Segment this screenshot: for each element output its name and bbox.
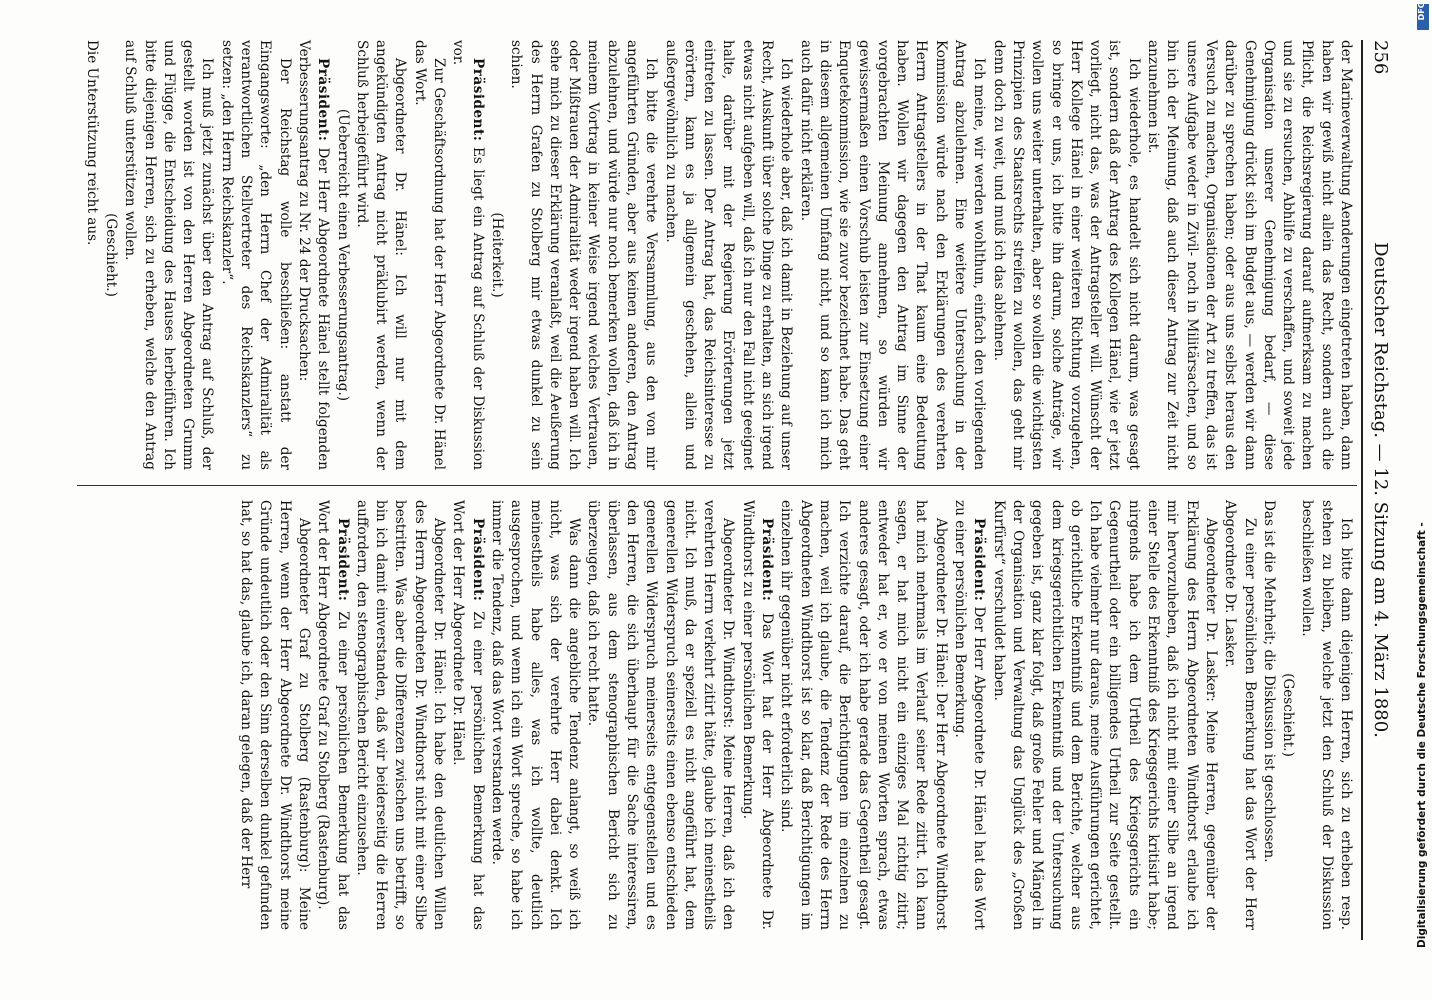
speaker-label: Präsident: (971, 518, 988, 602)
paragraph-text: Abgeordneter Dr. Hänel: Ich habe den deutlichen Willen des Herrn Abgeordneten Dr. Windthorst nicht mit einer Silbe bestritten. Was aber die Differenzen zwischen uns betrifft, so bin ich damit einverstanden, daß wir beiderseitig die Herren auffordern, den stenographischen Bericht einzusehen. (353, 500, 448, 930)
paragraph (448, 40, 487, 470)
paragraph (583, 500, 737, 930)
header-rule (1361, 40, 1363, 940)
paragraph (352, 40, 410, 470)
paragraph (332, 40, 351, 470)
speaker-label: Präsident: (759, 518, 776, 602)
page-title: Deutscher Reichstag. — 12. Sitzung am 4. März 1880. (1370, 242, 1391, 738)
paragraph-text: Ich wiederhole, es handelt sich nicht darum, was gesagt ist, sondern daß der Antrag des Kollegen Hänel, wie er jetzt vorliegt, nicht das, was der Antragsteller will. Wünscht der Herr Kollege Hänel in einer weiteren Richtung vorzugehen, so bringe er uns, ich bitte ihn darum, solche Anträge, wir wollen uns weiter unterhalten, aber so wollen die wichtigsten Prinzipien des Staatsrechts streifen zu wollen, das geht mir denn doch zu weit, und muß ich das ablehnen. (990, 40, 1142, 470)
paragraph (120, 40, 216, 470)
speaker-label: Präsident: (334, 518, 351, 602)
speaker-label: Präsident: (469, 58, 486, 142)
paragraph-text: Zu einer persönlichen Bemerkung hat das Wort der Herr Abgeordnete Dr. Lasker. (1222, 500, 1258, 930)
running-head (1361, 40, 1395, 940)
paragraph (988, 40, 1142, 470)
paragraph (294, 40, 333, 470)
dfg-logo (1417, 1, 1429, 30)
paragraph-text: Ich bitte dann diejenigen Herren, sich zu erheben resp. stehen zu bleiben, welche jetzt den Schluß der Diskussion beschließen wollen. (1299, 500, 1354, 930)
paragraph-text: Ich meine, wir werden wohlthun, einfach den vorliegenden Antrag abzulehnen. Eine weitere Untersuchung in der Kommission würde nach den Erklärungen des verehrten Herrn Antragstellers in der That kaum eine Bedeutung haben. Wollen wir dagegen den Antrag im Sinne der vorgebrachten Meinung annehmen, so würden wir gewissermaßen einen Vorschub leisten zur Einsetzung einer Enquetekommission, wie sie zuvor bezeichnet habe. Das geht in diesem allgemeinen Umfang nicht, und so kann ich mich auch dafür nicht erklären. (797, 40, 988, 470)
paragraph (448, 500, 487, 930)
paragraph (506, 40, 660, 470)
paragraph-text: Abgeordneter Dr. Lasker: Meine Herren, gegenüber der Erklärung des Herrn Abgeordneten Windthorst erlaube ich mir hervorzuheben, daß ich nicht mit einer Silbe an irgend einer Stelle des Erkenntniß des Kriegsgerichts kritisirt habe; nirgends habe ich dem Urtheil des Kriegsgerichts ein Gegenurtheil oder ein billigendes Urtheil zur Seite gestellt. Ich habe vielmehr nur daraus, meine Ausführungen gerichtet, ob gerichtliche Erkenntniß und dem Berichte, welcher aus dem kriegsgerichtlichen Erkenntniß und der Untersuchung gegeben ist, ganz klar folgt, daß große Fehler und Mängel in der Organisation und Verwaltung das Unglück des „Großen Kurfürst“ verschuldet haben. (990, 500, 1219, 930)
paragraph-text: Abgeordneter Graf zu Stolberg (Rastenburg): Meine Herren, wenn der Herr Abgeordnete Dr. Windthorst meine Gründe undeutlich oder den Sinn derselben dunkel gefunden hat, so hat das, glaube ich, daran gelegen, daß der Herr (238, 500, 312, 930)
paragraph-text: (Geschieht.) (103, 213, 119, 297)
paragraph (101, 40, 120, 470)
paragraph-text: Abgeordneter Dr. Hänel: Ich will nur mit dem angekündigten Antrag nicht präklubirt werden, wenn der Schluß herbeigeführt wird. (353, 40, 409, 470)
speaker-label: Präsident: (469, 518, 486, 602)
paragraph (236, 500, 313, 930)
paragraph-text: der Marineverwaltung Aenderungen eingetreten haben, dann haben wir gewiß nicht allein das Recht, sondern auch die Pflicht, die Reichsregierung darauf aufmerksam zu machen und sie zu ersuchen, Abhilfe zu verschaffen, und soweit jede Organisation unserer Genehmigung bedarf, — diese Genehmigung drückt sich im Budget aus, — werden wir dann darüber zu sprechen haben; oder aus uns selbst heraus den Versuch zu machen, Organisationen der Art zu treffen, das ist unsere Aufgabe weder in Zivil- noch in Militärsachen, und so bin ich der Meinung, daß auch dieser Antrag zur Zeit nicht anzunehmen ist. (1145, 40, 1354, 470)
paragraph-text: (Heiterkeit.) (488, 212, 505, 298)
paragraph (988, 500, 1220, 930)
paragraph (487, 40, 506, 470)
paragraph-text: Zur Geschäftsordnung hat der Herr Abgeordnete Dr. Hänel das Wort. (411, 40, 448, 470)
paragraph (660, 40, 795, 470)
paragraph-text: Ich wiederhole aber, daß ich damit in Beziehung auf unser Recht, Auskunft über solche Dinge zu erhalten, an sich irgend etwas nicht aufgeben will, daß ich nur den Fall nicht geeignet halte, darüber mit der Regierung Erörterungen jetzt eintreten zu lassen. Der Antrag hat, das Reichsinteresse zu erörtern, kann es ja allgemein geschehen, allein und außergewöhnlich zu machen. (662, 40, 795, 470)
paragraph (1143, 40, 1355, 470)
paragraph-text: Das ist die Mehrheit; die Diskussion ist geschlossen. (1260, 500, 1277, 863)
left-column (81, 40, 1355, 470)
paragraph (409, 40, 448, 470)
paragraph-text: Der Herr Abgeordnete Dr. Hänel hat das Wort zu einer persönlichen Bemerkung. (952, 500, 988, 930)
paragraph (776, 500, 950, 930)
paragraph-text: Abgeordneter Dr. Hänel: Der Herr Abgeordnete Windthorst hat mich mehrmals im Verlauf seiner Rede zitirt. Ich kann sagen, er hat mich nicht ein einziges Mal richtig zitirt; entweder hat er, wo er von meinen Worten sprach, etwas anderes gesagt, oder ich habe gerade das Gegentheil gesagt. Ich verzichte darauf, die Berichtigungen im einzelnen zu machen, weil ich glaube, die Tendenz der Rede des Herrn Abgeordneten Windthorst ist so klar, daß Berichtigungen im einzelnen ihr gegenüber nicht erforderlich sind. (778, 500, 949, 930)
paragraph-text: (Ueberreicht einen Verbesserungsantrag.) (334, 108, 351, 402)
column-divider (77, 485, 1357, 486)
paragraph (950, 500, 989, 930)
speaker-label: Präsident: (315, 58, 332, 142)
paragraph (1278, 500, 1297, 930)
paragraph-text: Ich bitte die verehrte Versammlung, aus den von mir angeführten Gründen, aber aus keinen anderen, den Antrag abzulehnen, und würde nur noch bemerken wollen, daß ich in meinem Vortrag in keiner Weise irgend welches Vertrauen, oder Mißtrauen der Admiralität weder irgend haben will. Ich sehe mich zu dieser Erklärung veranlaßt, weil die Aeußerung des Herrn Grafen zu Stolberg mir etwas dunkel zu sein schien. (508, 40, 660, 470)
paragraph-text: Das Wort hat der Herr Abgeordnete Dr. Windthorst zu einer persönlichen Bemerkung. (739, 500, 776, 931)
paragraph (352, 500, 448, 930)
dfg-logo-text: DFG (1417, 1, 1426, 21)
paragraph-text: Der Herr Abgeordnete Hänel stellt folgenden Verbesserungsantrag zu Nr. 24 der Drucksachen: (295, 40, 332, 471)
paragraph (795, 40, 988, 470)
paragraph-text: Abgeordneter Dr. Windthorst: Meine Herren, daß ich den verehrten Herrn verkehrt zitirt hätte, glaube ich meinestheils nicht. Ich muß, da er speziell es nicht angeführt hat, dem generellen Widerspruch seinerseits einen ebenso entschieden generellen Widerspruch meinerseits entgegenstellen und es den Herren, die sich überhaupt für die Sache interessiren, überlassen, aus dem stenographischen Bericht sich zu überzeugen, daß ich recht hatte. (585, 500, 737, 930)
paragraph (487, 500, 583, 930)
paragraph-text: Was dann die angebliche Tendenz anlangt, so weiß ich nicht, was sich der verehrte Herr dabei denkt. Ich meinestheils habe alles, was ich wollte, deutlich ausgesprochen, und wenn ich ein Wort spreche, so habe ich immer die Tendenz, daß das Wort verstanden werde. (488, 500, 583, 930)
paragraph-text: Zu einer persönlichen Bemerkung hat das Wort der Herr Abgeordnete Dr. Hänel. (450, 500, 486, 930)
paragraph-text: Die Unterstützung reicht aus. (83, 40, 100, 246)
digitization-credit (1416, 18, 1428, 958)
paragraph (738, 500, 777, 930)
paragraph (313, 500, 352, 930)
rotated-page-content (65, 40, 1395, 940)
paragraph (216, 40, 293, 470)
right-column (236, 500, 1355, 930)
credit-text: Digitalisierung gefördert durch die Deutsche Forschungsgemeinschaft - (1416, 522, 1428, 948)
page-number: 256 (1370, 40, 1391, 75)
paragraph (1259, 500, 1278, 930)
paragraph-text: Ich muß jetzt zunächst über den Antrag auf Schluß, der gestellt worden ist von den Herren Abgeordneten Grumm und Flügge, die Entscheidung des Hauses herbeiführen. Ich bitte diejenigen Herren, sich zu erheben, welche den Antrag auf Schluß unterstützen wollen. (122, 40, 216, 470)
paragraph (1297, 500, 1355, 930)
paragraph-text: (Geschieht.) (1280, 673, 1297, 757)
paragraph-text: Der Reichstag wolle beschließen: anstatt der Eingangsworte: „den Herrn Chef der Admiralität als verantwortlichen Stellvertreter des Reichskanzlers“ zu setzen: „den Herrn Reichskanzler“. (218, 40, 293, 470)
paragraph (1220, 500, 1259, 930)
paragraph-text: Es liegt ein Antrag auf Schluß der Diskussion vor. (450, 40, 486, 470)
paragraph (81, 40, 100, 470)
paragraph-text: Zu einer persönlichen Bemerkung hat das Wort der Herr Abgeordnete Graf zu Stolberg (Rastenburg). (315, 500, 351, 930)
